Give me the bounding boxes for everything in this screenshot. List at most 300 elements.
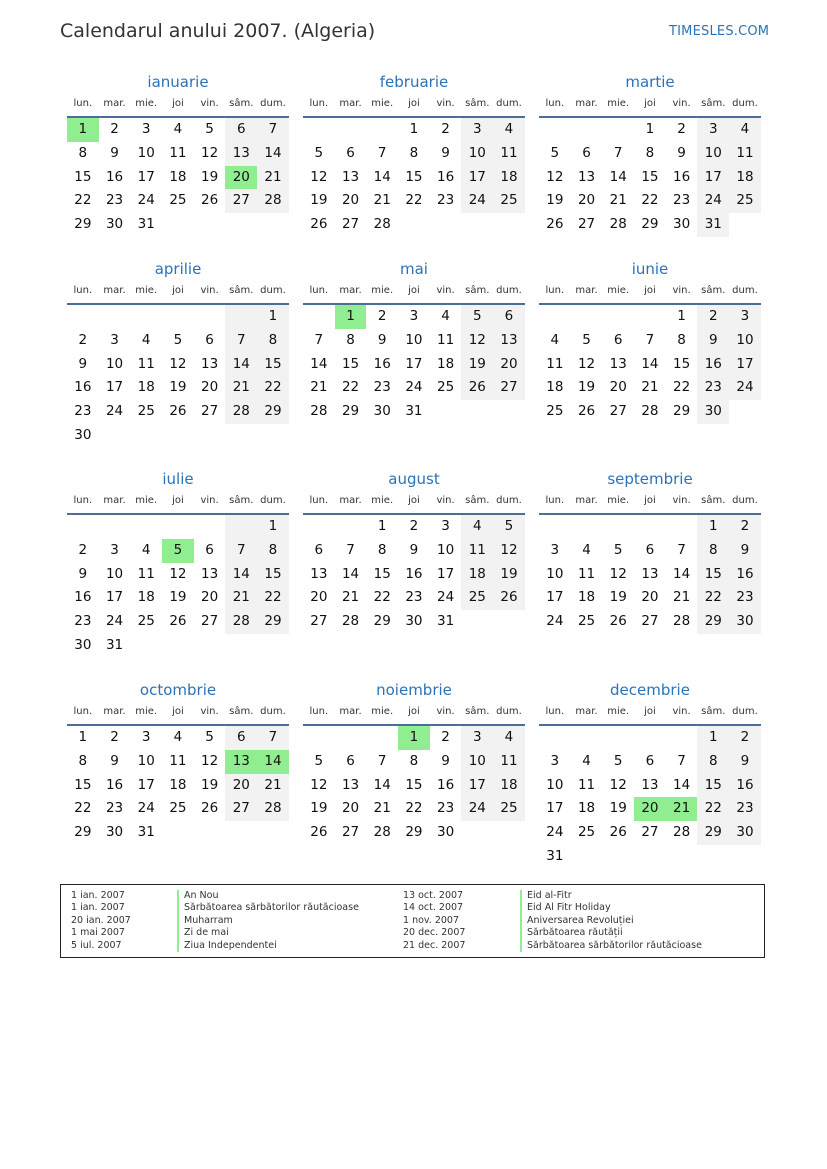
holiday-name: Aniversarea Revoluției [520,915,702,927]
weekday-label: vin. [672,706,691,717]
day-cell: 31 [105,636,124,653]
day-cell: 10 [461,750,493,774]
day-cell: 24 [729,376,761,400]
brand-logo-text[interactable]: TIMESLES.COM [669,24,770,39]
day-cell: 28 [225,610,257,634]
day-cell: 26 [310,216,328,233]
day-cell: 18 [577,589,596,606]
day-cell: 2 [729,726,761,750]
day-cell: 24 [546,824,564,841]
day-cell: 26 [577,403,596,420]
empty-cell [571,305,603,329]
holiday-day: 14 [257,750,289,774]
day-cell: 1 [677,308,686,324]
day-cell: 9 [677,144,686,161]
day-cell: 12 [169,565,187,582]
weekday-label: sâm. [465,706,490,717]
day-cell: 3 [141,729,151,745]
weekday-label: vin. [200,98,219,109]
holiday-name: Zi de mai [177,927,359,939]
day-cell: 27 [201,403,219,420]
day-cell: 3 [461,726,493,750]
day-cell: 23 [729,586,761,610]
day-grid [539,305,761,424]
day-cell: 1 [257,515,289,539]
day-cell: 18 [169,168,187,185]
holiday-day: 5 [162,539,194,563]
day-cell: 1 [697,515,729,539]
day-cell: 21 [641,379,659,396]
day-cell: 6 [582,144,591,161]
day-cell: 18 [546,379,564,396]
holiday-day: 21 [666,797,698,821]
day-cell: 13 [641,776,659,793]
day-cell: 24 [137,192,155,209]
day-cell: 4 [173,729,183,745]
day-cell: 11 [546,355,564,372]
day-cell: 23 [74,613,92,630]
day-cell: 11 [437,331,455,348]
day-cell: 9 [729,539,761,563]
day-cell: 7 [257,726,289,750]
day-cell: 20 [341,800,360,817]
day-cell: 1 [377,518,387,534]
day-cell: 4 [173,121,183,137]
month-name: septembrie [607,470,693,488]
day-cell: 6 [225,118,257,142]
weekday-label: lun. [73,495,93,506]
day-cell: 27 [225,189,257,213]
day-cell: 7 [377,752,387,769]
weekday-label: vin. [200,495,219,506]
month-name: martie [625,73,675,91]
day-grid [539,118,761,237]
day-cell: 27 [641,824,659,841]
day-cell: 30 [105,216,124,233]
weekday-label: lun. [309,285,329,296]
day-cell: 12 [201,752,219,769]
month-name: iunie [631,260,669,278]
day-cell: 29 [641,216,659,233]
day-cell: 4 [441,308,450,324]
day-cell: 11 [137,355,155,372]
day-cell: 11 [137,565,155,582]
day-cell: 19 [169,589,187,606]
empty-cell [366,726,398,750]
day-cell: 17 [105,379,124,396]
day-cell: 2 [78,541,88,558]
month-iunie [539,259,761,424]
empty-cell [666,726,698,750]
weekday-label: mar. [103,706,126,717]
day-cell: 19 [609,800,627,817]
empty-cell [602,118,634,142]
month-august [303,469,525,634]
day-cell: 1 [257,305,289,329]
holiday-day: 1 [335,305,367,329]
page-title: Calendarul anului 2007. (Algeria) [60,20,376,42]
day-cell: 18 [461,563,493,587]
day-grid [539,515,761,634]
day-cell: 6 [225,726,257,750]
day-cell: 23 [673,192,691,209]
day-cell: 30 [673,216,691,233]
weekday-label: vin. [200,706,219,717]
day-cell: 4 [582,752,591,769]
day-cell: 6 [346,752,355,769]
weekday-label: joi [644,706,656,717]
holiday-legend [60,884,765,958]
weekday-label: dum. [496,285,522,296]
holiday-name: Muharram [177,915,359,927]
weekday-label: lun. [545,495,565,506]
weekday-header [303,282,525,300]
weekday-label: sâm. [701,285,726,296]
day-cell: 30 [697,400,729,424]
holiday-date: 20 dec. 2007 [403,927,466,939]
day-cell: 5 [582,331,591,348]
month-name: decembrie [610,681,690,699]
day-cell: 22 [74,800,92,817]
day-cell: 13 [577,168,596,185]
day-cell: 19 [201,168,219,185]
month-aprilie [67,259,289,448]
day-cell: 17 [697,166,729,190]
weekday-label: dum. [496,98,522,109]
day-cell: 30 [729,610,761,634]
day-cell: 16 [437,776,455,793]
month-name: aprilie [154,260,202,278]
weekday-label: mar. [339,285,362,296]
day-cell: 22 [673,379,691,396]
day-cell: 17 [546,800,564,817]
month-mai [303,259,525,424]
day-cell: 18 [493,166,525,190]
day-cell: 24 [697,189,729,213]
empty-cell [99,515,131,539]
day-cell: 27 [225,797,257,821]
day-cell: 25 [546,403,564,420]
day-cell: 11 [169,752,187,769]
empty-cell [303,726,335,750]
weekday-label: sâm. [229,706,254,717]
day-cell: 15 [697,563,729,587]
weekday-label: mar. [339,495,362,506]
day-cell: 7 [613,144,623,161]
day-cell: 12 [609,565,627,582]
day-cell: 8 [78,144,88,161]
day-cell: 26 [461,376,493,400]
day-cell: 3 [729,305,761,329]
day-cell: 12 [310,776,328,793]
empty-cell [571,726,603,750]
day-cell: 7 [346,541,355,558]
weekday-label: joi [172,706,184,717]
day-cell: 13 [341,168,360,185]
day-cell: 10 [546,565,564,582]
weekday-label: mar. [575,495,598,506]
day-cell: 2 [78,331,88,348]
day-cell: 30 [729,821,761,845]
month-decembrie [539,680,761,869]
weekday-label: sâm. [229,495,254,506]
weekday-label: sâm. [701,98,726,109]
day-cell: 5 [314,144,324,161]
weekday-label: joi [408,706,420,717]
day-cell: 10 [137,144,155,161]
day-cell: 17 [546,589,564,606]
weekday-label: mie. [607,495,630,506]
day-cell: 6 [346,144,355,161]
holiday-date: 13 oct. 2007 [403,890,464,901]
holiday-name: An Nou [177,890,359,902]
day-cell: 19 [169,379,187,396]
day-cell: 6 [645,752,655,769]
empty-cell [303,118,335,142]
month-name: august [388,470,440,488]
day-cell: 14 [225,353,257,377]
day-cell: 1 [645,121,655,137]
weekday-label: sâm. [465,98,490,109]
day-cell: 13 [641,565,659,582]
weekday-label: mie. [135,706,158,717]
day-cell: 5 [461,305,493,329]
day-cell: 1 [409,121,419,137]
day-cell: 9 [697,329,729,353]
day-cell: 22 [697,586,729,610]
day-cell: 17 [437,565,455,582]
day-cell: 26 [310,824,328,841]
day-cell: 8 [697,539,729,563]
day-cell: 13 [201,355,219,372]
day-cell: 13 [341,776,360,793]
empty-cell [571,515,603,539]
day-cell: 13 [493,329,525,353]
day-cell: 6 [205,541,214,558]
day-cell: 17 [729,353,761,377]
day-cell: 2 [697,305,729,329]
weekday-label: dum. [260,98,286,109]
weekday-label: mar. [339,98,362,109]
day-cell: 26 [169,403,187,420]
day-cell: 20 [341,192,360,209]
day-cell: 2 [441,121,450,137]
day-cell: 20 [641,589,659,606]
day-cell: 30 [405,613,423,630]
holiday-dates-left [71,890,131,952]
day-cell: 8 [346,331,355,348]
weekday-label: mar. [103,495,126,506]
day-cell: 20 [225,774,257,798]
day-cell: 9 [78,565,88,582]
day-cell: 10 [546,776,564,793]
day-cell: 3 [461,118,493,142]
day-cell: 21 [373,192,391,209]
day-cell: 3 [550,752,560,769]
day-cell: 11 [577,565,596,582]
holiday-day: 1 [67,118,99,142]
day-cell: 29 [697,610,729,634]
day-cell: 29 [673,403,691,420]
weekday-label: mie. [371,98,394,109]
day-cell: 27 [310,613,328,630]
empty-cell [194,305,226,329]
day-cell: 14 [373,168,391,185]
day-cell: 21 [673,589,691,606]
day-cell: 2 [110,729,119,745]
day-cell: 9 [441,144,450,161]
day-cell: 4 [461,515,493,539]
day-grid [67,118,289,237]
weekday-header [303,703,525,721]
holiday-day: 20 [634,797,666,821]
day-cell: 20 [201,589,219,606]
day-cell: 12 [546,168,564,185]
day-cell: 30 [373,403,391,420]
day-grid [303,515,525,634]
weekday-header [67,703,289,721]
empty-cell [602,305,634,329]
day-cell: 8 [257,329,289,353]
day-cell: 26 [201,192,219,209]
weekday-label: mar. [575,285,598,296]
weekday-header [539,703,761,721]
empty-cell [666,515,698,539]
weekday-label: dum. [732,495,758,506]
weekday-label: sâm. [229,98,254,109]
day-cell: 28 [673,824,691,841]
day-cell: 8 [409,144,419,161]
day-cell: 29 [74,216,92,233]
holiday-name: Sărbătoarea răutății [520,927,702,939]
day-cell: 8 [409,752,419,769]
day-cell: 13 [201,565,219,582]
empty-cell [130,515,162,539]
day-cell: 31 [437,613,455,630]
empty-cell [539,726,571,750]
day-cell: 25 [169,192,187,209]
weekday-label: dum. [260,285,286,296]
day-cell: 19 [546,192,564,209]
day-cell: 8 [677,331,686,348]
day-cell: 24 [105,403,124,420]
day-cell: 9 [729,750,761,774]
day-cell: 28 [373,824,391,841]
month-ianuarie [67,72,289,237]
weekday-header [303,492,525,510]
weekday-label: lun. [309,98,329,109]
day-cell: 17 [461,774,493,798]
day-cell: 22 [257,586,289,610]
day-cell: 19 [577,379,596,396]
day-cell: 24 [105,613,124,630]
day-cell: 15 [257,353,289,377]
day-cell: 23 [729,797,761,821]
day-cell: 7 [645,331,655,348]
day-cell: 11 [729,142,761,166]
weekday-header [539,492,761,510]
day-cell: 19 [461,353,493,377]
day-cell: 29 [697,821,729,845]
day-cell: 21 [225,586,257,610]
day-cell: 15 [74,168,92,185]
weekday-label: lun. [309,706,329,717]
empty-cell [634,515,666,539]
day-cell: 28 [257,797,289,821]
day-cell: 16 [673,168,691,185]
weekday-label: mar. [575,98,598,109]
weekday-header [539,95,761,113]
day-cell: 7 [314,331,324,348]
day-cell: 18 [437,355,455,372]
day-cell: 11 [493,142,525,166]
holiday-day: 1 [398,726,430,750]
weekday-label: vin. [672,285,691,296]
day-cell: 17 [461,166,493,190]
weekday-label: lun. [73,98,93,109]
holiday-date: 1 mai 2007 [71,927,125,939]
month-name: noiembrie [376,681,452,699]
day-cell: 11 [461,539,493,563]
day-cell: 3 [550,541,560,558]
day-cell: 3 [441,518,450,534]
weekday-header [67,282,289,300]
day-cell: 15 [641,168,659,185]
day-cell: 2 [677,121,686,137]
day-cell: 8 [645,144,655,161]
day-cell: 16 [405,565,423,582]
day-cell: 8 [697,750,729,774]
weekday-header [303,95,525,113]
day-cell: 31 [137,216,155,233]
day-cell: 5 [205,121,214,137]
day-cell: 17 [105,589,124,606]
day-cell: 20 [577,192,596,209]
holiday-name: Eid al-Fitr [520,890,702,902]
day-cell: 13 [609,355,627,372]
day-cell: 15 [697,774,729,798]
day-cell: 25 [493,189,525,213]
day-grid [303,726,525,845]
holiday-date: 1 ian. 2007 [71,890,125,901]
day-cell: 14 [609,168,627,185]
weekday-label: sâm. [229,285,254,296]
weekday-label: joi [172,495,184,506]
day-cell: 5 [314,752,324,769]
day-cell: 1 [697,726,729,750]
weekday-label: dum. [732,98,758,109]
day-cell: 24 [405,379,423,396]
holiday-date: 20 ian. 2007 [71,914,131,926]
weekday-label: mie. [135,98,158,109]
day-grid [67,726,289,845]
day-cell: 2 [441,729,450,745]
day-cell: 23 [74,403,92,420]
day-cell: 27 [577,216,596,233]
day-cell: 25 [729,189,761,213]
empty-cell [335,118,367,142]
day-cell: 31 [405,403,423,420]
weekday-label: joi [172,98,184,109]
day-cell: 29 [74,824,92,841]
day-cell: 14 [257,142,289,166]
day-cell: 12 [461,329,493,353]
day-cell: 17 [137,776,155,793]
day-cell: 16 [373,355,391,372]
empty-cell [225,305,257,329]
day-cell: 10 [729,329,761,353]
day-cell: 15 [74,776,92,793]
